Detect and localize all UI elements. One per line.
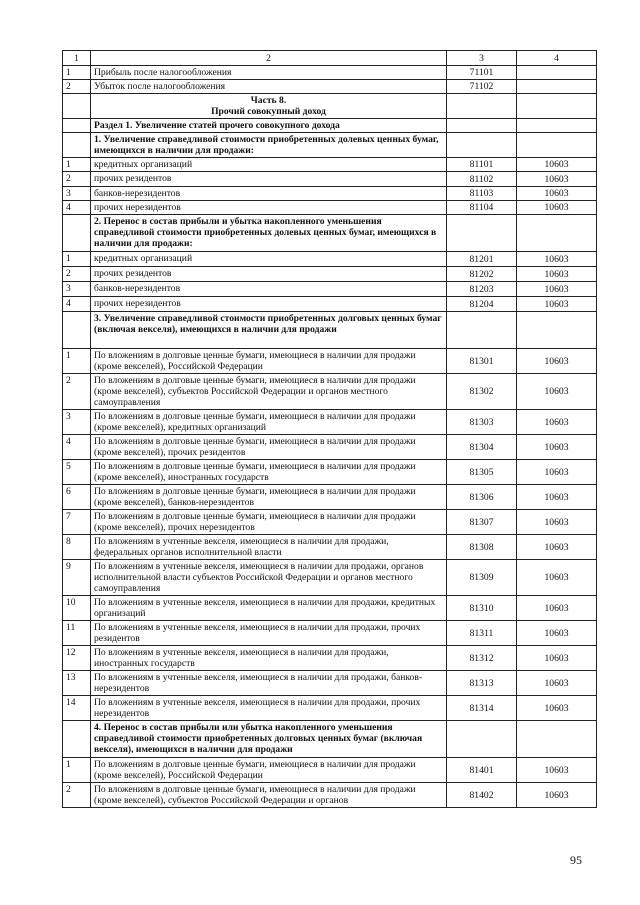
table-row — [63, 758, 597, 783]
table-row — [63, 80, 597, 94]
row-number: 1 — [63, 252, 91, 267]
section-heading: 3. Увеличение справедливой стоимости приобретенных долговых ценных бумаг (включая векселя), имеющихся в наличии для продажи — [91, 312, 447, 349]
row-code: 71101 — [447, 66, 517, 80]
table-row — [63, 158, 597, 172]
row-number: 7 — [63, 510, 91, 535]
table-row — [63, 783, 597, 808]
table-row — [63, 646, 597, 671]
row-code: 81308 — [447, 535, 517, 560]
row-symbol: 10603 — [517, 783, 597, 808]
row-code: 71102 — [447, 80, 517, 94]
row-number-empty — [63, 133, 91, 158]
row-number: 12 — [63, 646, 91, 671]
row-description: По вложениям в долговые ценные бумаги, имеющиеся в наличии для продажи (кроме векселей), Российской Федерации — [91, 349, 447, 374]
row-symbol: 10603 — [517, 374, 597, 410]
row-description: кредитных организаций — [91, 158, 447, 172]
table-row — [63, 621, 597, 646]
row-code-empty — [447, 133, 517, 158]
section-heading: 4. Перенос в состав прибыли или убытка накопленного уменьшения справедливой стоимости приобретенных долговых ценных бумаг (включая векселя), имеющихся в наличии для продажи — [91, 721, 447, 758]
row-number: 3 — [63, 410, 91, 435]
row-symbol: 10603 — [517, 435, 597, 460]
section-heading-row — [63, 119, 597, 133]
row-code: 81314 — [447, 696, 517, 721]
row-description: По вложениям в учтенные векселя, имеющиеся в наличии для продажи, органов исполнительной власти субъектов Российской Федерации и органов местного самоуправления — [91, 560, 447, 596]
table-row — [63, 435, 597, 460]
row-number-empty — [63, 215, 91, 252]
row-code: 81309 — [447, 560, 517, 596]
row-number-empty — [63, 721, 91, 758]
row-code: 81204 — [447, 297, 517, 312]
row-description: прочих нерезидентов — [91, 201, 447, 215]
row-code: 81310 — [447, 596, 517, 621]
row-code-empty — [447, 215, 517, 252]
row-symbol: 10603 — [517, 671, 597, 696]
row-description: прочих резидентов — [91, 172, 447, 187]
row-description: По вложениям в учтенные векселя, имеющиеся в наличии для продажи, прочих резидентов — [91, 621, 447, 646]
row-code-empty — [447, 94, 517, 119]
row-description: банков-нерезидентов — [91, 187, 447, 201]
row-symbol: 10603 — [517, 252, 597, 267]
table-row — [63, 671, 597, 696]
row-description: По вложениям в долговые ценные бумаги, имеющиеся в наличии для продажи (кроме векселей), субъектов Российской Федерации и органов — [91, 783, 447, 808]
row-code: 81302 — [447, 374, 517, 410]
table-row — [63, 201, 597, 215]
row-symbol: 10603 — [517, 758, 597, 783]
row-number: 9 — [63, 560, 91, 596]
row-description: кредитных организаций — [91, 252, 447, 267]
row-symbol: 10603 — [517, 596, 597, 621]
header-col-3: 3 — [447, 51, 517, 66]
table-row — [63, 696, 597, 721]
row-description: По вложениям в учтенные векселя, имеющиеся в наличии для продажи, банков-нерезидентов — [91, 671, 447, 696]
row-code: 81102 — [447, 172, 517, 187]
row-number: 3 — [63, 187, 91, 201]
row-code: 81401 — [447, 758, 517, 783]
section-heading-row — [63, 312, 597, 349]
table-row — [63, 485, 597, 510]
row-number: 1 — [63, 349, 91, 374]
row-code: 81202 — [447, 267, 517, 282]
row-symbol: 10603 — [517, 187, 597, 201]
table-row — [63, 596, 597, 621]
row-description: Убыток после налогообложения — [91, 80, 447, 94]
row-description: прочих нерезидентов — [91, 297, 447, 312]
row-symbol: 10603 — [517, 297, 597, 312]
row-description: По вложениям в долговые ценные бумаги, имеющиеся в наличии для продажи (кроме векселей), банков-нерезидентов — [91, 485, 447, 510]
accounts-table — [62, 50, 597, 808]
row-number: 13 — [63, 671, 91, 696]
row-description: По вложениям в долговые ценные бумаги, имеющиеся в наличии для продажи (кроме векселей), прочих резидентов — [91, 435, 447, 460]
row-number: 10 — [63, 596, 91, 621]
row-code: 81313 — [447, 671, 517, 696]
section-heading-row — [63, 133, 597, 158]
row-description: По вложениям в учтенные векселя, имеющиеся в наличии для продажи, федеральных органов исполнительной власти — [91, 535, 447, 560]
row-code: 81103 — [447, 187, 517, 201]
row-symbol — [517, 80, 597, 94]
row-number: 11 — [63, 621, 91, 646]
row-description: прочих резидентов — [91, 267, 447, 282]
table-row — [63, 267, 597, 282]
row-symbol-empty — [517, 94, 597, 119]
section-heading: 1. Увеличение справедливой стоимости приобретенных долевых ценных бумаг, имеющихся в наличии для продажи: — [91, 133, 447, 158]
table-row — [63, 349, 597, 374]
row-description: По вложениям в долговые ценные бумаги, имеющиеся в наличии для продажи (кроме векселей), Российской Федерации — [91, 758, 447, 783]
row-code: 81304 — [447, 435, 517, 460]
row-code-empty — [447, 119, 517, 133]
row-number: 4 — [63, 435, 91, 460]
table-row — [63, 460, 597, 485]
row-symbol: 10603 — [517, 460, 597, 485]
row-symbol-empty — [517, 721, 597, 758]
table-row — [63, 66, 597, 80]
row-code: 81303 — [447, 410, 517, 435]
row-symbol: 10603 — [517, 535, 597, 560]
row-number: 3 — [63, 282, 91, 297]
row-code: 81201 — [447, 252, 517, 267]
row-symbol: 10603 — [517, 349, 597, 374]
row-description: По вложениям в учтенные векселя, имеющиеся в наличии для продажи, прочих нерезидентов — [91, 696, 447, 721]
row-code: 81306 — [447, 485, 517, 510]
row-number: 6 — [63, 485, 91, 510]
row-description: По вложениям в долговые ценные бумаги, имеющиеся в наличии для продажи (кроме векселей), кредитных организаций — [91, 410, 447, 435]
row-code: 81104 — [447, 201, 517, 215]
row-description: банков-нерезидентов — [91, 282, 447, 297]
table-row — [63, 560, 597, 596]
row-number: 4 — [63, 297, 91, 312]
row-code: 81301 — [447, 349, 517, 374]
row-number-empty — [63, 119, 91, 133]
row-code: 81311 — [447, 621, 517, 646]
row-description: По вложениям в долговые ценные бумаги, имеющиеся в наличии для продажи (кроме векселей), субъектов Российской Федерации и органов местного самоуправления — [91, 374, 447, 410]
row-symbol: 10603 — [517, 158, 597, 172]
row-symbol: 10603 — [517, 267, 597, 282]
row-symbol: 10603 — [517, 510, 597, 535]
header-row — [63, 51, 597, 66]
row-code: 81402 — [447, 783, 517, 808]
row-symbol: 10603 — [517, 696, 597, 721]
table-row — [63, 510, 597, 535]
row-number: 2 — [63, 267, 91, 282]
part-heading-row — [63, 94, 597, 119]
row-symbol: 10603 — [517, 172, 597, 187]
row-number: 2 — [63, 80, 91, 94]
row-code: 81312 — [447, 646, 517, 671]
section-heading-row — [63, 721, 597, 758]
row-description: По вложениям в долговые ценные бумаги, имеющиеся в наличии для продажи (кроме векселей), иностранных государств — [91, 460, 447, 485]
table-row — [63, 297, 597, 312]
row-number: 2 — [63, 783, 91, 808]
row-symbol: 10603 — [517, 282, 597, 297]
row-number: 8 — [63, 535, 91, 560]
row-number: 1 — [63, 158, 91, 172]
section-heading: Раздел 1. Увеличение статей прочего совокупного дохода — [91, 119, 447, 133]
row-code: 81101 — [447, 158, 517, 172]
row-symbol: 10603 — [517, 410, 597, 435]
row-code: 81307 — [447, 510, 517, 535]
table-row — [63, 172, 597, 187]
table-row — [63, 187, 597, 201]
section-heading: 2. Перенос в состав прибыли и убытка накопленного уменьшения справедливой стоимости приобретенных долевых ценных бумаг, имеющихся в наличии для продажи: — [91, 215, 447, 252]
section-heading-row — [63, 215, 597, 252]
row-number: 5 — [63, 460, 91, 485]
row-number: 2 — [63, 374, 91, 410]
row-number: 4 — [63, 201, 91, 215]
row-number: 1 — [63, 66, 91, 80]
row-description: Прибыль после налогообложения — [91, 66, 447, 80]
row-description: По вложениям в учтенные векселя, имеющиеся в наличии для продажи, кредитных организаций — [91, 596, 447, 621]
part-heading: Часть 8. Прочий совокупный доход — [91, 94, 447, 119]
page-number: 95 — [570, 853, 582, 867]
row-number-empty — [63, 312, 91, 349]
row-number-empty — [63, 94, 91, 119]
header-col-1: 1 — [63, 51, 91, 66]
row-symbol-empty — [517, 312, 597, 349]
table-row — [63, 410, 597, 435]
row-symbol: 10603 — [517, 201, 597, 215]
header-col-4: 4 — [517, 51, 597, 66]
row-number: 14 — [63, 696, 91, 721]
row-code-empty — [447, 312, 517, 349]
row-symbol-empty — [517, 215, 597, 252]
table-row — [63, 252, 597, 267]
row-symbol: 10603 — [517, 621, 597, 646]
row-symbol — [517, 66, 597, 80]
row-description: По вложениям в долговые ценные бумаги, имеющиеся в наличии для продажи (кроме векселей), прочих нерезидентов — [91, 510, 447, 535]
row-code-empty — [447, 721, 517, 758]
row-symbol: 10603 — [517, 646, 597, 671]
table-row — [63, 374, 597, 410]
row-symbol: 10603 — [517, 485, 597, 510]
table-row — [63, 535, 597, 560]
table-row — [63, 282, 597, 297]
row-code: 81305 — [447, 460, 517, 485]
table-body — [63, 51, 597, 808]
row-code: 81203 — [447, 282, 517, 297]
header-col-2: 2 — [91, 51, 447, 66]
row-symbol-empty — [517, 119, 597, 133]
row-symbol-empty — [517, 133, 597, 158]
row-number: 2 — [63, 172, 91, 187]
row-symbol: 10603 — [517, 560, 597, 596]
row-number: 1 — [63, 758, 91, 783]
row-description: По вложениям в учтенные векселя, имеющиеся в наличии для продажи, иностранных государств — [91, 646, 447, 671]
